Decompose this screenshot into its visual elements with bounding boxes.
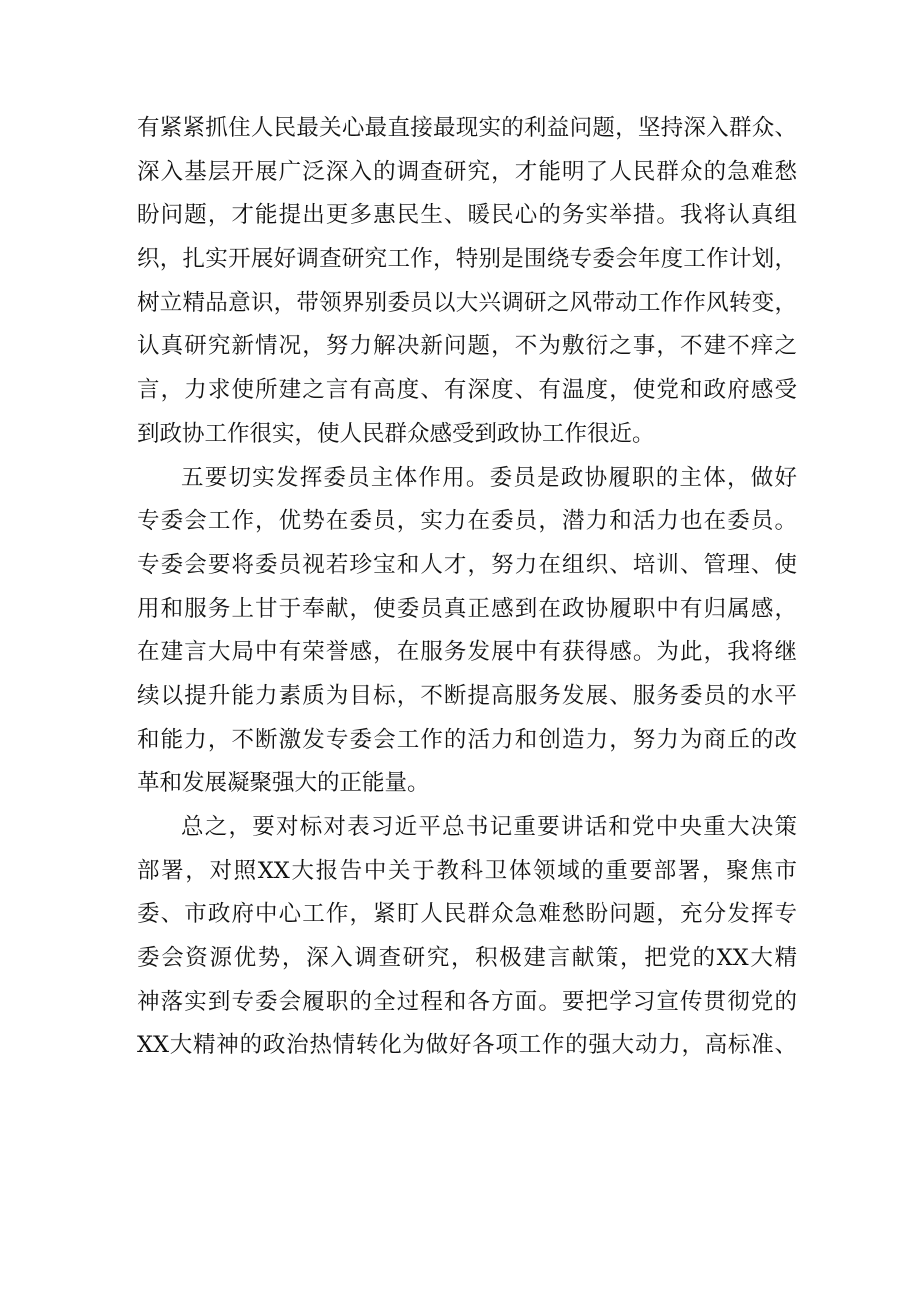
text-line: 用和服务上甘于奉献，使委员真正感到在政协履职中有归属感， (137, 595, 797, 622)
text-line: 有紧紧抓住人民最关心最直接最现实的利益问题，坚持深入群众、 (137, 115, 797, 141)
text-line: 到政协工作很实，使人民群众感受到政协工作很近。 (137, 420, 655, 447)
text-line: 专委会工作，优势在委员，实力在委员，潜力和活力也在委员。 (137, 508, 797, 535)
paragraph-2 (137, 457, 797, 807)
paragraph-3 (137, 806, 797, 1068)
text-line: 专委会要将委员视若珍宝和人才，努力在组织、培训、管理、使 (137, 551, 797, 578)
document-body (137, 107, 797, 1068)
text-line: 深入基层开展广泛深入的调查研究，才能明了人民群众的急难愁 (137, 158, 797, 185)
text-line: 认真研究新情况，努力解决新问题，不为敷衍之事，不建不痒之 (137, 333, 797, 360)
text-line: 革和发展凝聚强大的正能量。 (137, 770, 430, 797)
text-line: 盼问题，才能提出更多惠民生、暖民心的务实举措。我将认真组 (137, 202, 797, 229)
text-line: 和能力，不断激发专委会工作的活力和创造力，努力为商丘的改 (137, 726, 797, 753)
text-line: 部署，对照XX大报告中关于教科卫体领域的重要部署，聚焦市 (137, 857, 797, 884)
text-line: 树立精品意识，带领界别委员以大兴调研之风带动工作作风转变， (137, 289, 797, 316)
text-line: 五要切实发挥委员主体作用。委员是政协履职的主体，做好 (181, 464, 797, 491)
text-line: 续以提升能力素质为目标，不断提高服务发展、服务委员的水平 (137, 682, 797, 709)
text-line: 委会资源优势，深入调查研究，积极建言献策，把党的XX大精 (137, 945, 797, 972)
text-line: 总之，要对标对表习近平总书记重要讲话和党中央重大决策 (181, 814, 797, 840)
text-line: 委、市政府中心工作，紧盯人民群众急难愁盼问题，充分发挥专 (137, 901, 797, 928)
text-line: 织，扎实开展好调查研究工作，特别是围绕专委会年度工作计划， (137, 246, 797, 273)
text-line: 神落实到专委会履职的全过程和各方面。要把学习宣传贯彻党的 (137, 988, 797, 1015)
paragraph-1 (137, 107, 797, 457)
text-line: 在建言大局中有荣誉感，在服务发展中有获得感。为此，我将继 (137, 639, 797, 666)
text-line: 言，力求使所建之言有高度、有深度、有温度，使党和政府感受 (137, 377, 797, 404)
text-line: XX大精神的政治热情转化为做好各项工作的强大动力，高标准、 (137, 1032, 797, 1059)
